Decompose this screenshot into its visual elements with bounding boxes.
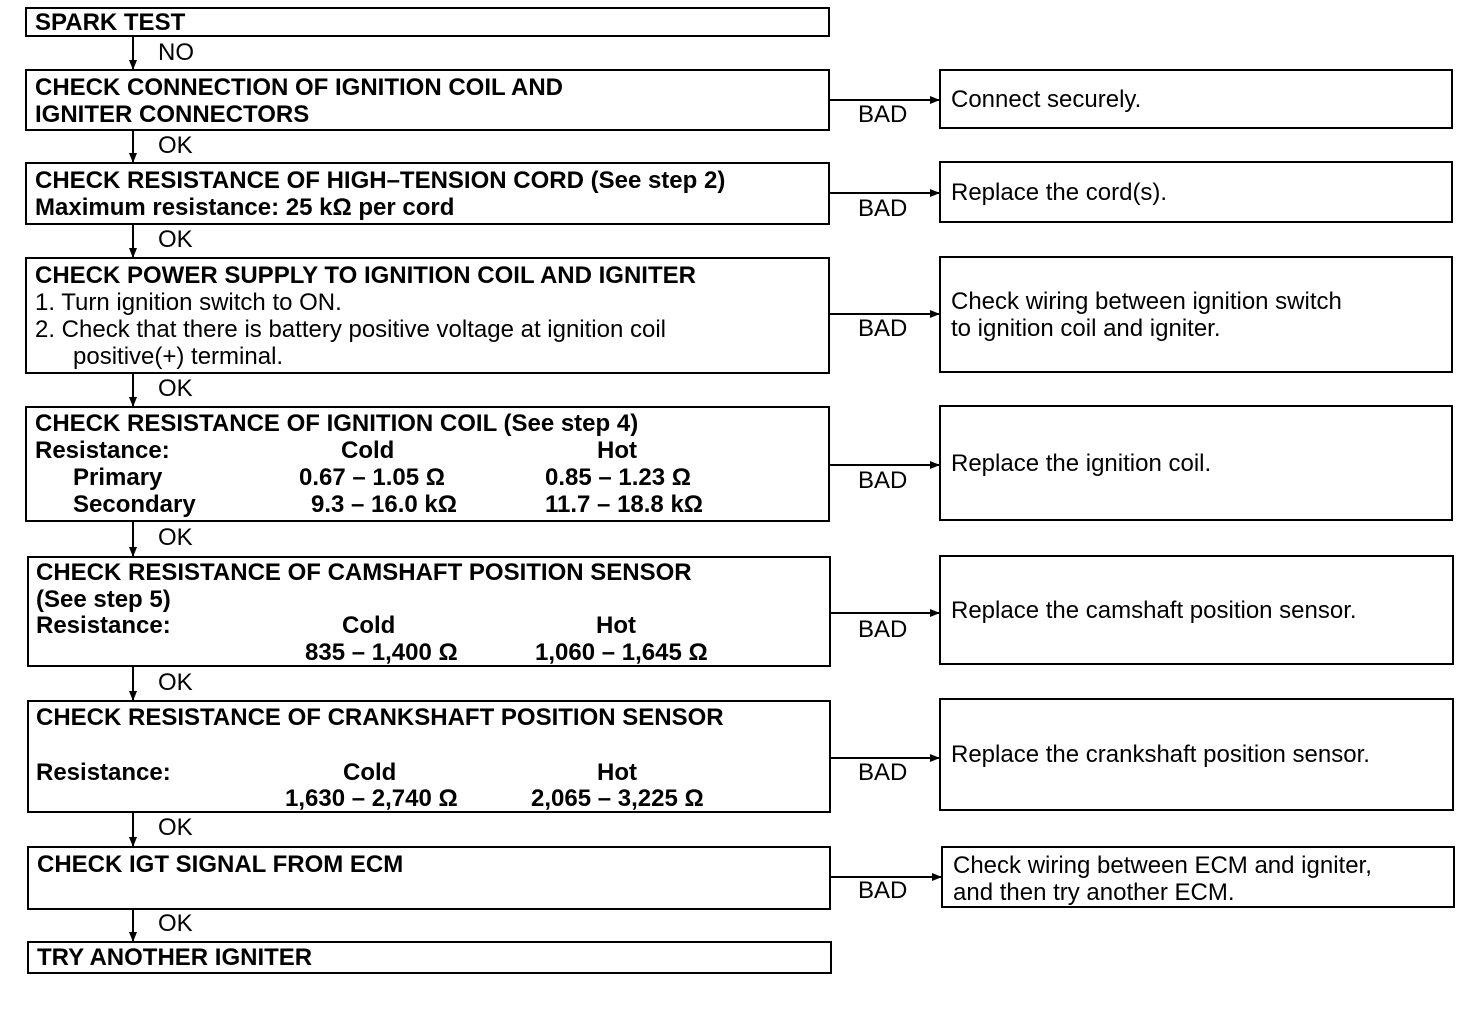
remedy-text: Replace the camshaft position sensor.: [951, 596, 1357, 624]
step-text: IGNITER CONNECTORS: [35, 101, 310, 128]
bad-label: BAD: [858, 315, 908, 342]
primary-label: Primary: [73, 464, 163, 491]
down-label-no: NO: [158, 39, 194, 66]
bad-label: BAD: [858, 759, 908, 786]
step-check-crankshaft-sensor: [27, 700, 831, 813]
down-label-ok: OK: [158, 375, 193, 402]
remedy-replace-cords: [939, 161, 1453, 223]
hot-value: 1,060 – 1,645 Ω: [535, 639, 708, 666]
hot-value: 2,065 – 3,225 Ω: [531, 785, 704, 812]
cold-label: Cold: [342, 612, 396, 639]
remedy-replace-crankshaft-sensor: [939, 698, 1454, 811]
hot-label: Hot: [597, 437, 637, 464]
step-check-high-tension-cord: [25, 162, 830, 225]
hot-label: Hot: [596, 612, 636, 639]
down-label-ok: OK: [158, 226, 193, 253]
step-check-power-supply: [25, 257, 830, 374]
step-text: CHECK RESISTANCE OF HIGH–TENSION CORD (See step 2): [35, 167, 726, 194]
resistance-label: Resistance:: [35, 437, 170, 464]
secondary-label: Secondary: [73, 491, 196, 518]
step-title: CHECK RESISTANCE OF CAMSHAFT POSITION SENSOR: [36, 559, 692, 586]
resistance-label: Resistance:: [36, 759, 171, 786]
step-text: TRY ANOTHER IGNITER: [37, 944, 313, 971]
remedy-text: to ignition coil and igniter.: [951, 314, 1221, 342]
step-text: SPARK TEST: [35, 9, 186, 36]
step-try-another-igniter: [27, 941, 832, 974]
step-item: positive(+) terminal.: [73, 343, 284, 370]
step-check-connection: [25, 69, 830, 131]
step-check-igt-signal: [27, 846, 831, 910]
resistance-label: Resistance:: [36, 612, 171, 639]
remedy-text: Check wiring between ECM and igniter,: [953, 852, 1372, 879]
secondary-cold-value: 9.3 – 16.0 kΩ: [311, 491, 458, 518]
cold-value: 835 – 1,400 Ω: [305, 639, 458, 666]
remedy-text: Replace the ignition coil.: [951, 449, 1212, 477]
remedy-text: and then try another ECM.: [953, 879, 1235, 906]
primary-cold-value: 0.67 – 1.05 Ω: [299, 464, 446, 491]
remedy-check-wiring-ecm: [941, 846, 1455, 908]
remedy-replace-ignition-coil: [939, 405, 1453, 521]
hot-label: Hot: [597, 759, 637, 786]
step-check-camshaft-sensor: [27, 556, 831, 667]
bad-label: BAD: [858, 101, 908, 128]
step-item: 2. Check that there is battery positive voltage at ignition coil: [35, 316, 667, 343]
bad-label: BAD: [858, 195, 908, 222]
remedy-replace-camshaft-sensor: [939, 555, 1454, 665]
step-spark-test: [25, 7, 830, 37]
cold-label: Cold: [341, 437, 395, 464]
bad-label: BAD: [858, 616, 908, 643]
down-label-ok: OK: [158, 524, 193, 551]
down-label-ok: OK: [158, 669, 193, 696]
step-text: CHECK CONNECTION OF IGNITION COIL AND: [35, 74, 563, 101]
down-label-ok: OK: [158, 814, 193, 841]
remedy-connect-securely: [939, 69, 1453, 129]
remedy-text: Connect securely.: [951, 85, 1142, 113]
bad-label: BAD: [858, 467, 908, 494]
remedy-text: Replace the crankshaft position sensor.: [951, 741, 1370, 768]
cold-value: 1,630 – 2,740 Ω: [285, 785, 458, 812]
step-text: Maximum resistance: 25 kΩ per cord: [35, 194, 455, 221]
cold-label: Cold: [343, 759, 397, 786]
remedy-check-wiring-ignition-switch: [939, 256, 1453, 373]
secondary-hot-value: 11.7 – 18.8 kΩ: [545, 491, 704, 518]
down-label-ok: OK: [158, 132, 193, 159]
step-text: CHECK IGT SIGNAL FROM ECM: [37, 851, 404, 878]
step-title-line2: (See step 5): [36, 586, 171, 613]
step-title: CHECK RESISTANCE OF IGNITION COIL (See step 4): [35, 410, 639, 437]
down-label-ok: OK: [158, 910, 193, 937]
step-title: CHECK RESISTANCE OF CRANKSHAFT POSITION SENSOR: [36, 704, 724, 731]
step-title: CHECK POWER SUPPLY TO IGNITION COIL AND IGNITER: [35, 262, 696, 289]
remedy-text: Replace the cord(s).: [951, 178, 1168, 206]
bad-label: BAD: [858, 877, 908, 904]
step-item: 1. Turn ignition switch to ON.: [35, 289, 342, 316]
step-check-ignition-coil: [25, 406, 830, 522]
remedy-text: Check wiring between ignition switch: [951, 287, 1342, 315]
primary-hot-value: 0.85 – 1.23 Ω: [545, 464, 692, 491]
